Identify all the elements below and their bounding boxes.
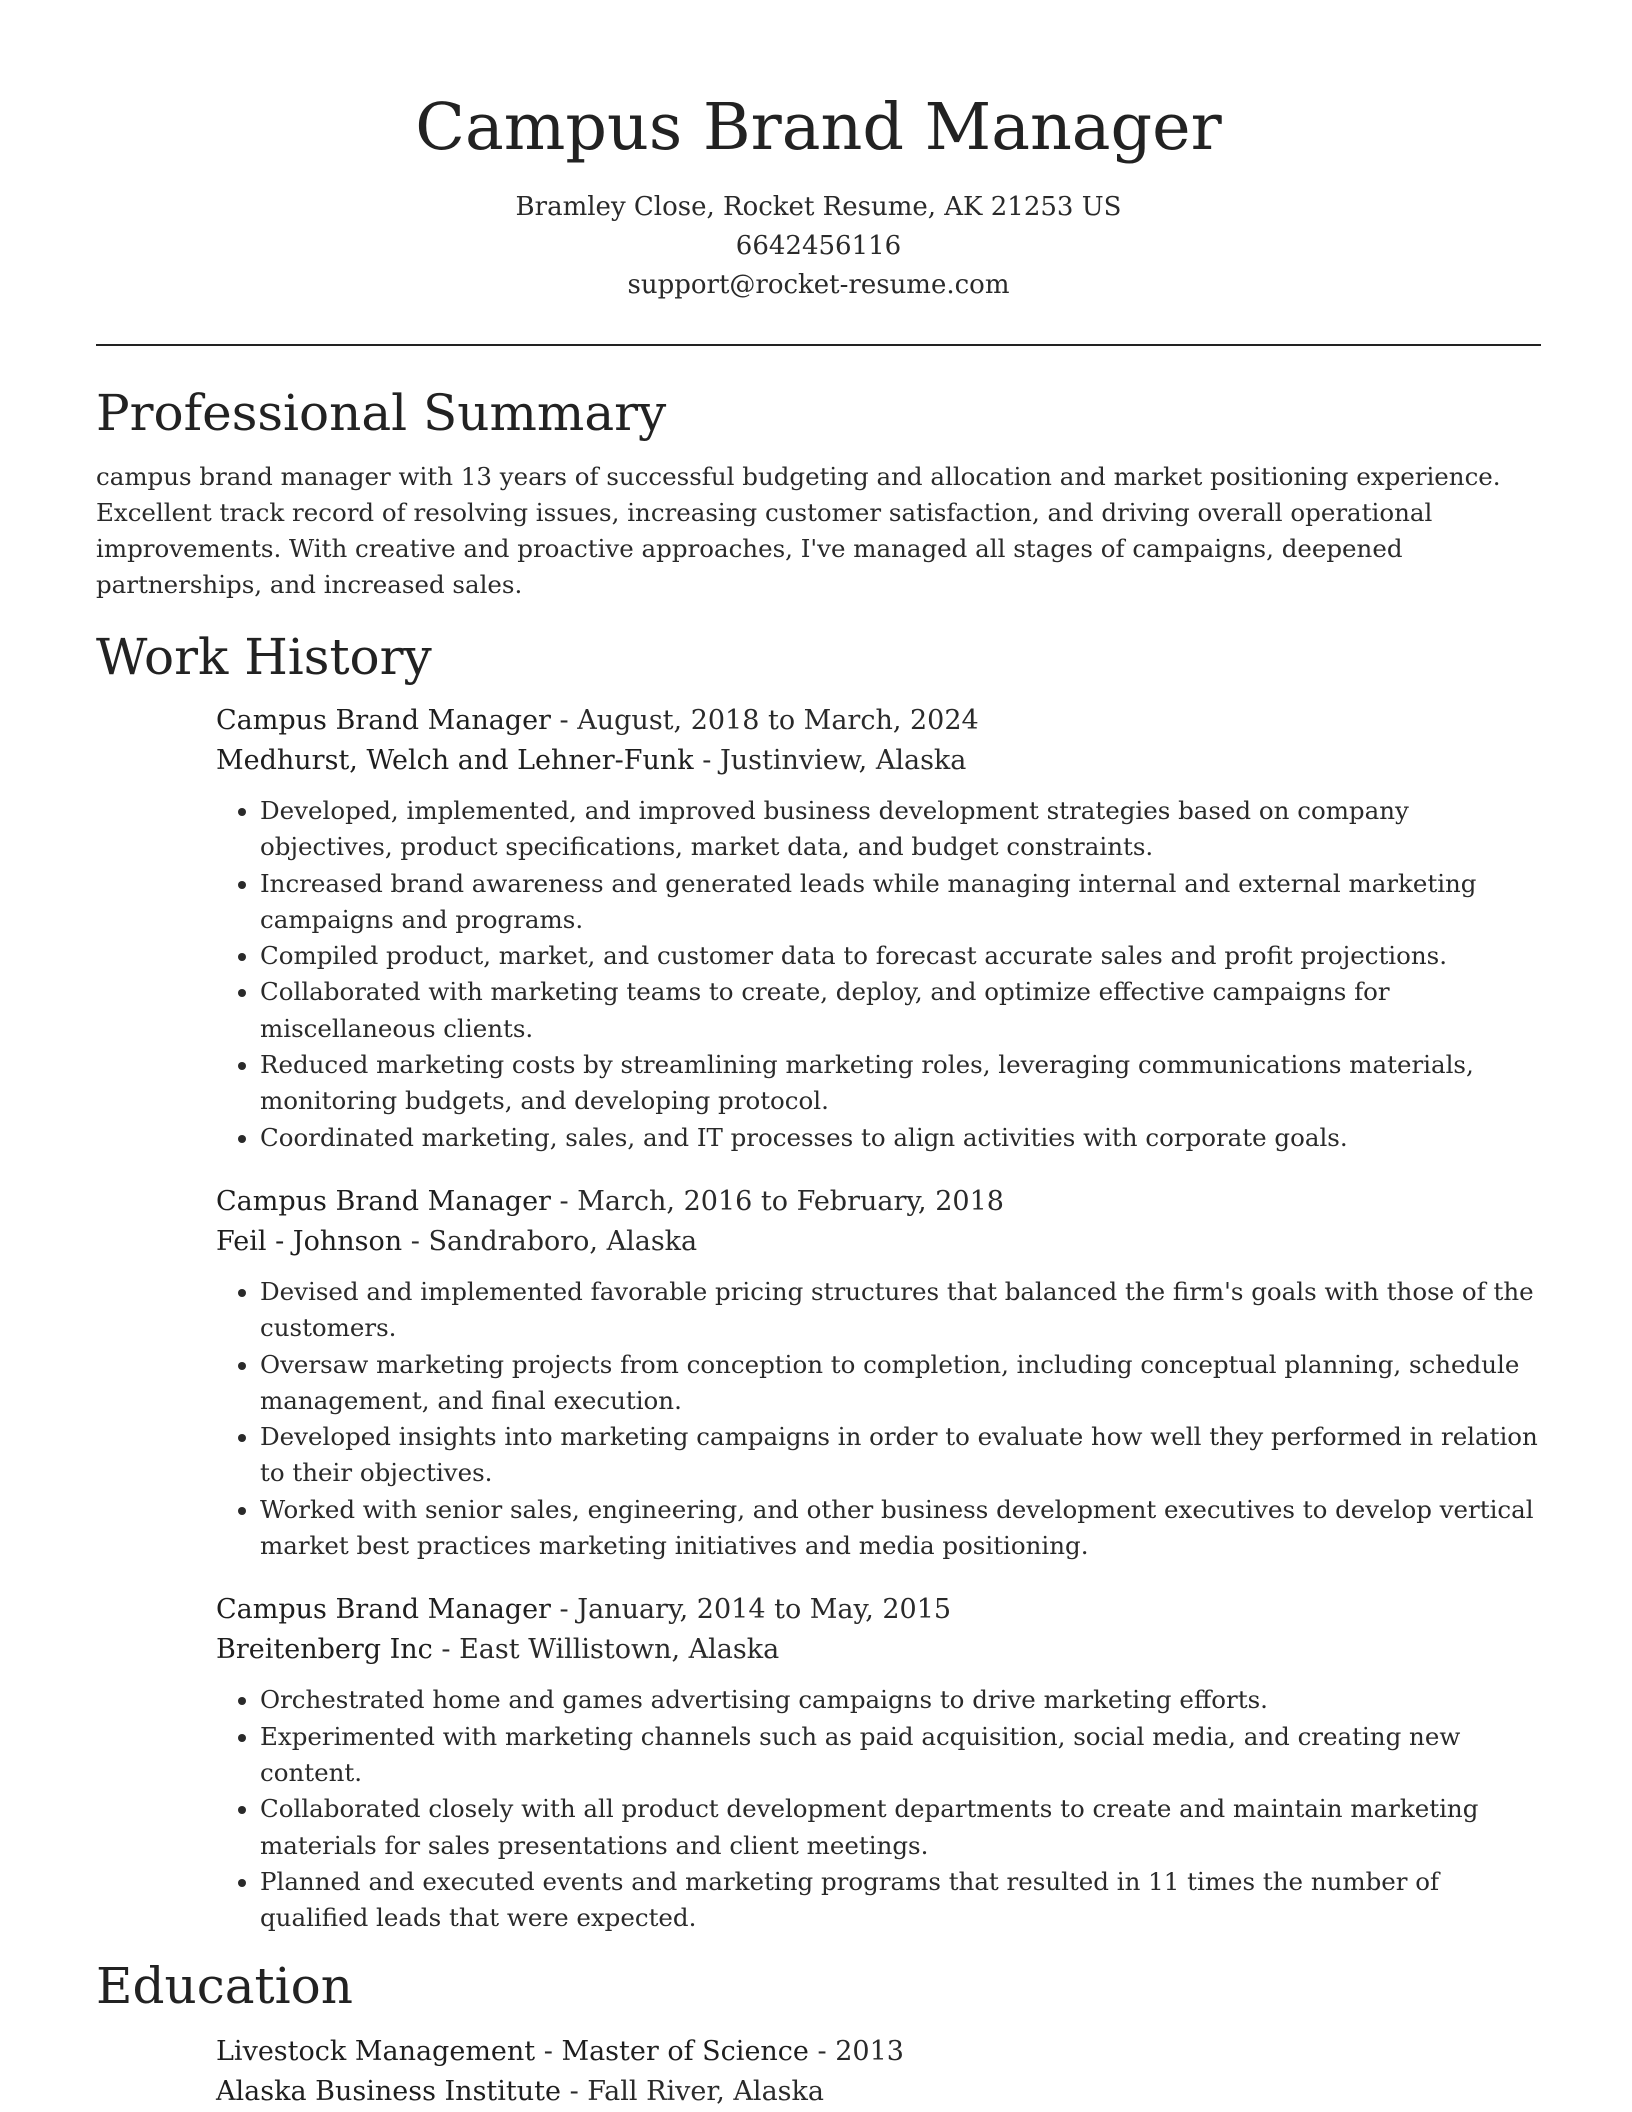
job-dates: March, 2016 to February, 2018 — [577, 1185, 1004, 1217]
work-history-heading: Work History — [96, 628, 432, 686]
contact-address: Bramley Close, Rocket Resume, AK 21253 US — [515, 192, 1122, 222]
job-bullet: • Developed, implemented, and improved business development strategies based on company objectives, product specifications, market data, and budget constraints. — [260, 793, 1541, 866]
education-field: Livestock Management — [216, 2036, 536, 2068]
work-history-list — [216, 701, 1541, 1936]
job-bullet: • Coordinated marketing, sales, and IT processes to align activities with corporate goals. — [260, 1120, 1541, 1156]
separator: - — [808, 2036, 836, 2068]
job-bullet: • Devised and implemented favorable pricing structures that balanced the firm's goals with those of the customers. — [260, 1274, 1541, 1347]
job-company: Feil - Johnson — [216, 1225, 403, 1257]
job-title-line — [216, 1590, 1541, 1630]
job-bullet: • Orchestrated home and games advertising campaigns to drive marketing efforts. — [260, 1682, 1541, 1718]
separator: - — [550, 1185, 578, 1217]
summary-text: campus brand manager with 13 years of successful budgeting and allocation and market positioning experience. Excellent track record of resolving issues, increasing customer satisfaction, and driving overall operational improvements. With creative and proactive approaches, I've managed all stages of campaigns, deepened partnerships, and increased sales. — [96, 462, 1501, 599]
job-bullet: • Collaborated closely with all product development departments to create and maintain marketing materials for sales presentations and client meetings. — [260, 1791, 1541, 1864]
job-entry — [216, 1590, 1541, 1936]
job-bullets — [216, 1274, 1541, 1564]
job-company-line — [216, 1222, 1541, 1262]
separator: - — [560, 2076, 588, 2108]
job-dates: January, 2014 to May, 2015 — [577, 1594, 952, 1626]
job-bullet: • Oversaw marketing projects from conception to completion, including conceptual planning, schedule management, and final execution. — [260, 1347, 1541, 1420]
contact-phone: 6642456116 — [735, 231, 902, 261]
education-school-line — [216, 2072, 1541, 2112]
job-location: Sandraboro, Alaska — [428, 1225, 698, 1257]
job-title-line — [216, 1182, 1541, 1222]
contact-email: support@rocket-resume.com — [627, 270, 1010, 300]
job-bullets — [216, 793, 1541, 1156]
education-degree: Master of Science — [561, 2036, 809, 2068]
job-bullets — [216, 1682, 1541, 1936]
separator: - — [432, 1634, 460, 1666]
job-bullet: • Compiled product, market, and customer data to forecast accurate sales and profit projections. — [260, 938, 1541, 974]
job-bullet: • Planned and executed events and marketing programs that resulted in 11 times the number of qualified leads that were expected. — [260, 1864, 1541, 1937]
separator: - — [693, 745, 720, 776]
job-location: Justinview, Alaska — [719, 745, 967, 776]
education-year: 2013 — [835, 2036, 904, 2068]
job-role: Campus Brand Manager — [216, 705, 551, 736]
job-bullet: • Experimented with marketing channels such as paid acquisition, social media, and creating new content. — [260, 1719, 1541, 1792]
job-company: Breitenberg Inc — [216, 1634, 433, 1666]
job-company: Medhurst, Welch and Lehner-Funk — [216, 745, 694, 776]
summary-heading: Professional Summary — [96, 384, 667, 442]
job-company-line — [216, 1630, 1541, 1670]
job-bullet: • Reduced marketing costs by streamlining marketing roles, leveraging communications materials, monitoring budgets, and developing protocol. — [260, 1047, 1541, 1120]
job-location: East Willistown, Alaska — [459, 1634, 780, 1666]
education-heading: Education — [96, 1957, 353, 2016]
separator: - — [550, 705, 578, 736]
separator: - — [550, 1594, 578, 1626]
job-entry — [216, 1182, 1541, 1564]
job-role: Campus Brand Manager — [216, 1594, 551, 1626]
job-bullet: • Worked with senior sales, engineering, and other business development executives to develop vertical market best practices marketing initiatives and media positioning. — [260, 1492, 1541, 1565]
resume-page — [96, 0, 1541, 2112]
job-bullet: • Collaborated with marketing teams to create, deploy, and optimize effective campaigns for miscellaneous clients. — [260, 974, 1541, 1047]
education-location: Fall River, Alaska — [587, 2076, 824, 2108]
job-company-line — [216, 741, 1541, 781]
separator: - — [402, 1225, 429, 1257]
education-list — [216, 2032, 1541, 2112]
resume-name: Campus Brand Manager — [415, 90, 1222, 165]
job-bullet: • Increased brand awareness and generated leads while managing internal and external marketing campaigns and programs. — [260, 866, 1541, 939]
job-title-line — [216, 701, 1541, 741]
job-role: Campus Brand Manager — [216, 1185, 551, 1217]
education-school: Alaska Business Institute — [216, 2076, 561, 2108]
header-divider — [96, 344, 1541, 346]
job-bullet: • Developed insights into marketing campaigns in order to evaluate how well they performed in relation to their objectives. — [260, 1419, 1541, 1492]
job-dates: August, 2018 to March, 2024 — [577, 705, 979, 736]
contact-block — [96, 188, 1541, 305]
education-degree-line — [216, 2032, 1541, 2072]
job-entry — [216, 701, 1541, 1156]
separator: - — [535, 2036, 562, 2068]
